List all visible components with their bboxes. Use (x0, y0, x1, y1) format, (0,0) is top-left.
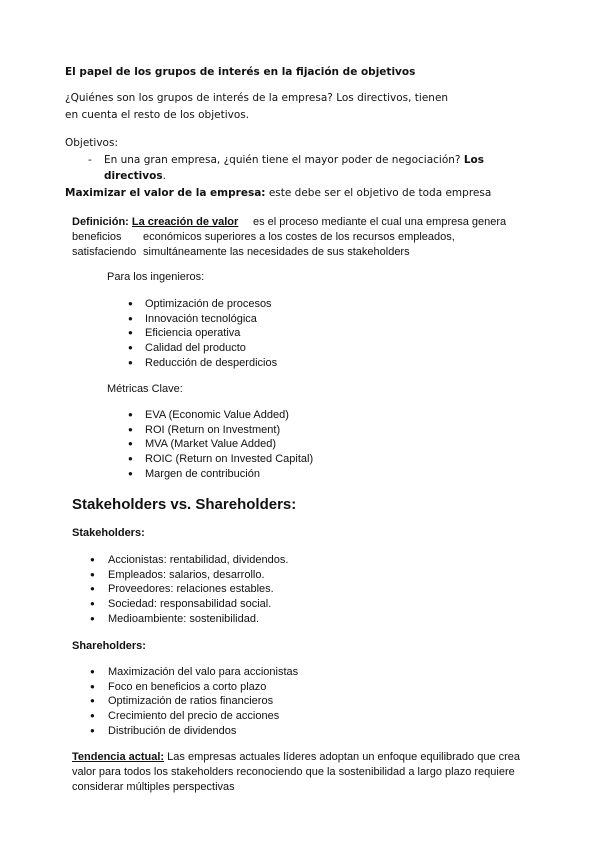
bullet-icon: ● (128, 410, 133, 419)
bullet-icon: ● (128, 454, 133, 464)
bullet-icon: ● (128, 424, 133, 434)
list-item: ● ROI (Return on Investment) (128, 423, 281, 436)
list-item: ● Innovación tecnológica (128, 312, 257, 325)
tendencia-line-1 (72, 751, 520, 763)
list-item: ● Eficiencia operativa (128, 327, 241, 340)
page-title: El papel de los grupos de interés en la fijación de objetivos (65, 66, 416, 78)
objetivos-item-period: . (162, 170, 166, 182)
list-item: ● Accionistas: rentabilidad, dividendos. (90, 554, 289, 566)
maximizar-bold: Maximizar el valor de la empresa: (65, 187, 266, 199)
bullet-icon: ● (90, 569, 95, 579)
definicion-line-2b: económicos superiores a los costes de los recursos empleados, (143, 231, 455, 243)
list-item: ● MVA (Market Value Added) (128, 438, 277, 451)
list-item: ● Empleados: salarios, desarrollo. (90, 568, 265, 581)
bullet-icon: ● (90, 555, 95, 564)
tendencia-label: Tendencia actual: (72, 751, 165, 763)
bullet-icon: ● (128, 313, 133, 323)
objetivos-item (104, 154, 484, 166)
list-item: ● Calidad del producto (128, 342, 246, 355)
metricas-heading: Métricas Clave: (107, 383, 183, 395)
metricas-list (128, 408, 428, 481)
maximizar-rest: este debe ser el objetivo de toda empresa (268, 187, 492, 199)
list-item: ● Maximización del valo para accionistas (90, 666, 299, 678)
objetivos-item-bold: Los (463, 154, 484, 166)
bullet-icon: ● (128, 439, 133, 449)
list-item: ● Proveedores: relaciones estables. (90, 583, 274, 596)
bullet-icon: ● (128, 357, 133, 367)
bullet-icon: ● (128, 299, 133, 308)
definicion-label: Definición: (72, 216, 129, 228)
definicion-line-1 (72, 216, 238, 228)
bullet-icon: ● (90, 667, 95, 676)
list-item: ● Sociedad: responsabilidad social. (90, 598, 272, 611)
shareholders-list (90, 665, 390, 738)
list-item: ● Optimización de procesos (128, 298, 272, 310)
list-item: ● Medioambiente: sostenibilidad. (90, 612, 260, 625)
bullet-icon: ● (90, 613, 95, 623)
list-item: ● Margen de contribución (128, 467, 260, 480)
list-item: ● Reducción de desperdicios (128, 356, 278, 369)
ingenieros-heading: Para los ingenieros: (107, 271, 205, 283)
objetivos-item-cont (104, 170, 166, 182)
bullet-icon: ● (128, 343, 133, 353)
tendencia-text-1: Las empresas actuales líderes adoptan un enfoque equilibrado que crea (167, 751, 521, 763)
definicion-line-3b: simultáneamente las necesidades de sus stakeholders (143, 246, 410, 258)
tendencia-line-3: considerar múltiples perspectivas (72, 781, 235, 793)
objetivos-dash: - (88, 154, 92, 166)
definicion-line-2a: beneficios (72, 231, 122, 243)
definicion-line-3a: satisfaciendo (72, 246, 137, 258)
bullet-icon: ● (128, 468, 133, 478)
stakeholders-heading: Stakeholders: (72, 527, 145, 539)
list-item: ● ROIC (Return on Invested Capital) (128, 453, 314, 466)
maximizar-line (65, 187, 491, 199)
intro-line-1: ¿Quiénes son los grupos de interés de la empresa? Los directivos, tienen (65, 92, 449, 104)
section-title: Stakeholders vs. Shareholders: (72, 496, 297, 513)
bullet-icon: ● (90, 681, 95, 691)
bullet-icon: ● (90, 696, 95, 706)
definicion-line-1-rest: es el proceso mediante el cual una empresa genera (253, 216, 507, 228)
list-item: ● EVA (Economic Value Added) (128, 409, 289, 421)
tendencia-line-2: valor para todos los stakeholders reconociendo que la sostenibilidad a largo plazo requiere (72, 766, 515, 778)
bullet-icon: ● (90, 599, 95, 609)
bullet-icon: ● (128, 328, 133, 338)
bullet-icon: ● (90, 711, 95, 721)
objetivos-item-text: En una gran empresa, ¿quién tiene el mayor poder de negociación? (104, 154, 461, 166)
list-item: ● Foco en beneficios a corto plazo (90, 680, 267, 693)
objetivos-label: Objetivos: (65, 137, 118, 149)
stakeholders-list (90, 553, 390, 626)
intro-line-2: en cuenta el resto de los objetivos. (65, 109, 250, 121)
list-item: ● Distribución de dividendos (90, 724, 237, 737)
list-item: ● Crecimiento del precio de acciones (90, 710, 280, 723)
shareholders-heading: Shareholders: (72, 640, 146, 652)
list-item: ● Optimización de ratios financieros (90, 695, 274, 708)
ingenieros-list (128, 297, 428, 370)
bullet-icon: ● (90, 584, 95, 594)
bullet-icon: ● (90, 725, 95, 735)
definicion-term: La creación de valor (131, 216, 239, 228)
objetivos-item-bold-2: directivos (104, 170, 163, 182)
